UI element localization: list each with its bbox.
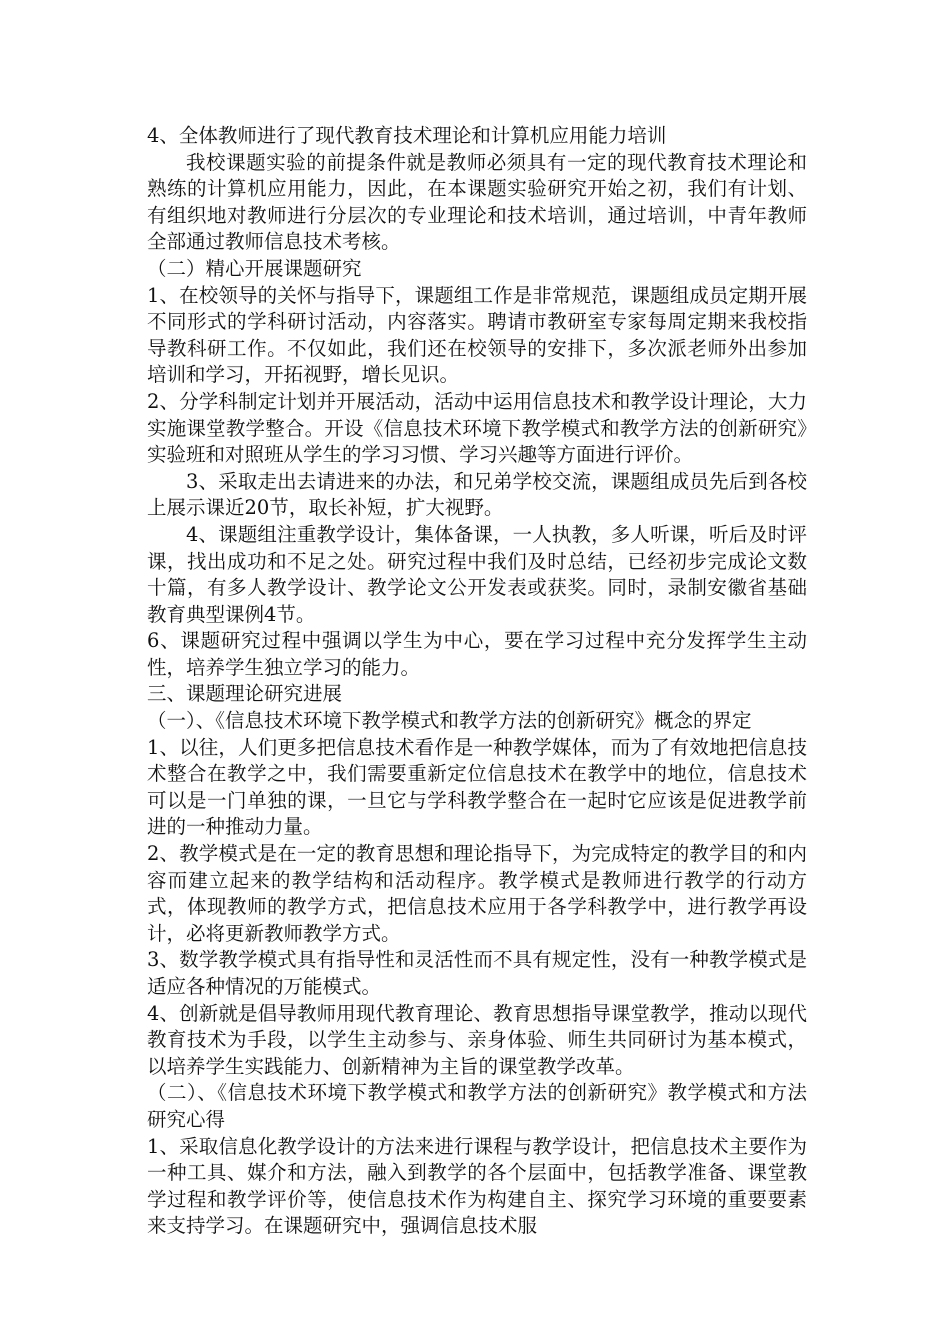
section-heading-3: 三、课题理论研究进展	[147, 682, 343, 706]
subsection-heading-2: （二）、《信息技术环境下教学模式和教学方法的创新研究》教学模式和方法研究心得	[147, 1081, 807, 1131]
document-page	[147, 123, 807, 1240]
paragraph-16: 1、采取信息化教学设计的方法来进行课程与教学设计，把信息技术主要作为一种工具、媒介和方法，融入到教学的各个层面中，包括教学准备、课堂教学过程和教学评价等，使信息技术作为构建自主、探究学习环境的重要要素来支持学习。在课题研究中，强调信息技术服	[147, 1134, 807, 1238]
paragraph-8: 6、课题研究过程中强调以学生为中心，要在学习过程中充分发挥学生主动性，培养学生独立学习的能力。	[147, 629, 807, 679]
paragraph-2: 我校课题实验的前提条件就是教师必须具有一定的现代教育技术理论和熟练的计算机应用能力，因此，在本课题实验研究开始之初，我们有计划、有组织地对教师进行分层次的专业理论和技术培训，通过培训，中青年教师全部通过教师信息技术考核。	[147, 150, 807, 254]
paragraph-12: 2、教学模式是在一定的教育思想和理论指导下，为完成特定的教学目的和内容而建立起来的教学结构和活动程序。教学模式是教师进行教学的行动方式，体现教师的教学方式，把信息技术应用于各学科教学中，进行教学再设计，必将更新教师教学方式。	[147, 842, 807, 945]
paragraph-13: 3、数学教学模式具有指导性和灵活性而不具有规定性，没有一种教学模式是适应各种情况的万能模式。	[147, 948, 807, 998]
paragraph-5: 2、分学科制定计划并开展活动，活动中运用信息技术和教学设计理论，大力实施课堂教学整合。开设《信息技术环境下教学模式和教学方法的创新研究》实验班和对照班从学生的学习习惯、学习兴趣等方面进行评价。	[147, 389, 807, 467]
paragraph-4: 1、在校领导的关怀与指导下，课题组工作是非常规范，课题组成员定期开展不同形式的学科研讨活动，内容落实。聘请市教研室专家每周定期来我校指导教科研工作。不仅如此，我们还在校领导的安排下，多次派老师外出参加培训和学习，开拓视野，增长见识。	[147, 283, 807, 387]
subsection-heading-1: （一）、《信息技术环境下教学模式和教学方法的创新研究》概念的界定	[147, 709, 752, 733]
paragraph-14: 4、创新就是倡导教师用现代教育理论、教育思想指导课堂教学，推动以现代教育技术为手段，以学生主动参与、亲身体验、师生共同研讨为基本模式，以培养学生实践能力、创新精神为主旨的课堂教学改革。	[147, 1001, 807, 1078]
paragraph-11: 1、以往，人们更多把信息技术看作是一种教学媒体，而为了有效地把信息技术整合在教学之中，我们需要重新定位信息技术在教学中的地位，信息技术可以是一门单独的课，一旦它与学科教学整合在一起时它应该是促进教学前进的一种推动力量。	[147, 735, 807, 839]
paragraph-6: 3、采取走出去请进来的办法，和兄弟学校交流，课题组成员先后到各校上展示课近20节，取长补短，扩大视野。	[147, 469, 807, 520]
section-heading-2: （二）精心开展课题研究	[147, 256, 362, 280]
paragraph-7: 4、课题组注重教学设计，集体备课，一人执教，多人听课，听后及时评课，找出成功和不足之处。研究过程中我们及时总结，已经初步完成论文数十篇，有多人教学设计、教学论文公开发表或获奖。同时，录制安徽省基础教育典型课例4节。	[147, 522, 807, 626]
paragraph-1: 4、全体教师进行了现代教育技术理论和计算机应用能力培训	[147, 124, 667, 147]
